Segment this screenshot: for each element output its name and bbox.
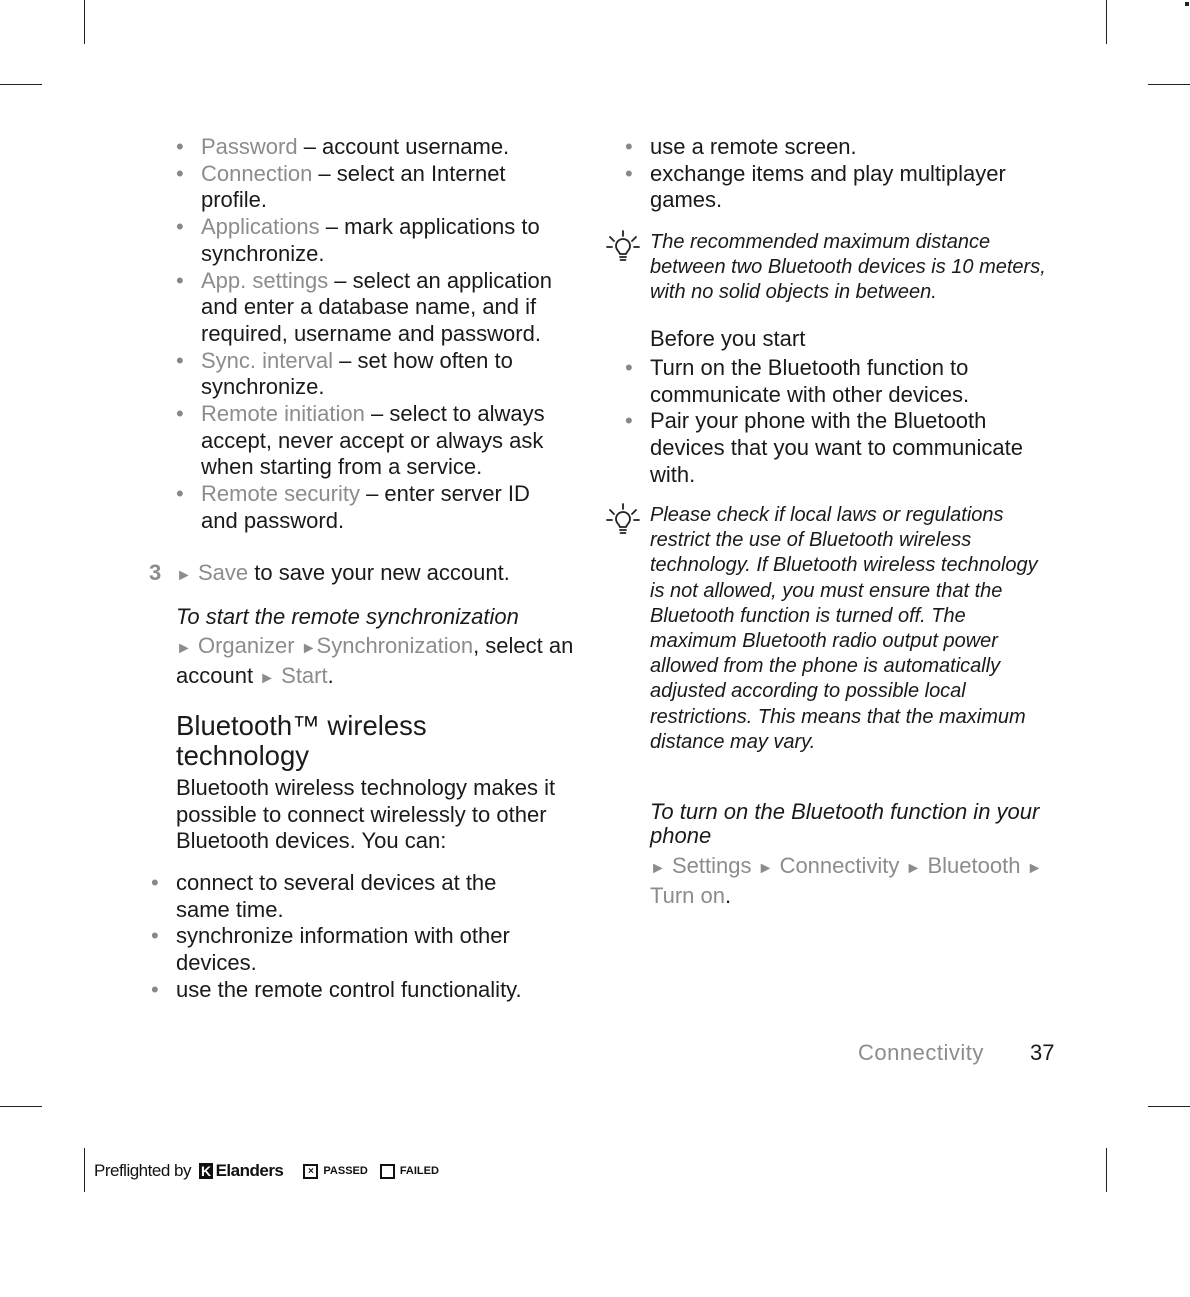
tip-local-laws: Please check if local laws or regulations restrict the use of Bluetooth wireless technology. If Bluetooth wireless technology is not allowed, you must ensure that the Bluetooth function is turned off. The maximum Bluetooth radio output power allowed from the phone is automatically adjusted according to possible local restrictions. This means that the maximum distance may vary.	[650, 504, 1038, 753]
logo-text: Elanders	[215, 1161, 284, 1180]
preflight-prefix: Preflighted by	[94, 1161, 191, 1180]
bluetooth-intro: Bluetooth wireless technology makes it possible to connect wirelessly to other Bluetooth devices. You can:	[176, 775, 556, 854]
remote-sync-path	[176, 633, 586, 692]
setting-desc: – select an Internet profile.	[201, 160, 506, 213]
settings-item-sync-interval	[176, 348, 556, 401]
arrow-icon: ►	[300, 640, 317, 657]
passed-checkbox: ×	[303, 1164, 318, 1179]
turn-on-path	[650, 853, 1060, 909]
crop-mark	[1148, 84, 1190, 85]
setting-desc: – mark applications to synchronize.	[201, 214, 540, 266]
menu-connectivity: Connectivity	[779, 853, 900, 878]
arrow-icon: ►	[176, 640, 192, 657]
settings-item-remote-security	[176, 481, 566, 534]
menu-bluetooth: Bluetooth	[927, 853, 1021, 878]
corner-dot	[1185, 2, 1189, 6]
lightbulb-icon	[606, 230, 640, 264]
save-action: Save	[197, 560, 249, 585]
settings-item-password	[176, 134, 586, 161]
crop-mark	[84, 0, 85, 44]
list-item: • exchange items and play multiplayer games.	[625, 161, 1050, 214]
list-item: • connect to several devices at the same time.	[151, 870, 536, 923]
heading-line: Bluetooth™ wireless	[176, 710, 427, 741]
setting-term: App. settings	[201, 267, 329, 293]
page-number: 37	[1030, 1040, 1055, 1065]
menu-settings: Settings	[671, 853, 752, 878]
arrow-icon: ►	[259, 669, 276, 687]
setting-term: Remote initiation	[201, 401, 365, 427]
setting-desc: – select to always accept, never accept or always ask when starting from a service.	[201, 401, 545, 480]
bluetooth-uses-list-cont	[625, 134, 1055, 214]
bluetooth-uses-list	[151, 870, 561, 1004]
setting-desc: – enter server ID and password.	[201, 481, 530, 533]
crop-mark	[1148, 1106, 1190, 1107]
arrow-icon: ►	[650, 860, 666, 877]
settings-item-applications	[176, 214, 556, 267]
elanders-logo	[199, 1161, 283, 1181]
settings-item-connection	[176, 161, 546, 214]
crop-mark	[0, 84, 42, 85]
setting-desc: – account username.	[297, 134, 510, 159]
step-text: to save your new account.	[248, 560, 510, 585]
arrow-icon: ►	[176, 567, 192, 584]
path-text: , select an account	[176, 633, 574, 688]
before-start-list	[625, 355, 1055, 489]
arrow-icon: ►	[905, 860, 922, 877]
setting-desc: – select an application and enter a database name, and if required, username and password.	[201, 267, 553, 346]
setting-term: Applications	[201, 214, 320, 240]
failed-label: FAILED	[399, 1165, 439, 1177]
passed-label: PASSED	[323, 1165, 368, 1177]
bluetooth-heading	[176, 711, 596, 771]
menu-start: Start	[281, 662, 328, 688]
setting-term: Sync. interval	[201, 347, 334, 373]
setting-term: Connection	[201, 160, 313, 186]
setting-desc: – set how often to synchronize.	[201, 347, 513, 400]
arrow-icon: ►	[757, 860, 774, 877]
lightbulb-icon	[606, 503, 640, 537]
tip-distance: The recommended maximum distance between two Bluetooth devices is 10 meters, with no solid objects in between.	[650, 231, 1046, 304]
settings-item-app-settings	[176, 268, 556, 348]
turn-on-heading: To turn on the Bluetooth function in your phone	[650, 799, 1040, 848]
remote-sync-heading: To start the remote synchronization	[176, 604, 519, 629]
list-item: • synchronize information with other devices.	[151, 923, 556, 976]
preflight-bar	[94, 1160, 439, 1182]
path-end: .	[327, 662, 334, 688]
menu-organizer: Organizer	[197, 633, 295, 658]
heading-line: technology	[176, 740, 310, 771]
setting-term: Password	[201, 134, 298, 159]
step-3	[149, 560, 589, 590]
list-item: • Turn on the Bluetooth function to communicate with other devices.	[625, 355, 1025, 408]
before-start-heading: Before you start	[650, 326, 806, 351]
list-item: • Pair your phone with the Bluetooth devices that you want to communicate with.	[625, 408, 1055, 488]
failed-checkbox	[380, 1164, 395, 1179]
logo-k-icon: K	[200, 1163, 211, 1179]
menu-synchronization: Synchronization	[316, 633, 474, 658]
crop-mark	[1106, 1148, 1107, 1192]
crop-mark	[0, 1106, 42, 1107]
crop-mark	[1106, 0, 1107, 44]
menu-turn-on: Turn on	[650, 882, 726, 908]
step-number: 3	[149, 560, 162, 585]
settings-list	[176, 134, 586, 535]
arrow-icon: ►	[1026, 860, 1043, 877]
settings-item-remote-initiation	[176, 401, 586, 481]
list-item: • use a remote screen.	[625, 134, 1055, 161]
setting-term: Remote security	[201, 481, 360, 507]
footer-section: Connectivity	[858, 1040, 984, 1065]
list-item: • use the remote control functionality.	[151, 977, 561, 1004]
path-end: .	[725, 882, 732, 908]
crop-mark	[84, 1148, 85, 1192]
